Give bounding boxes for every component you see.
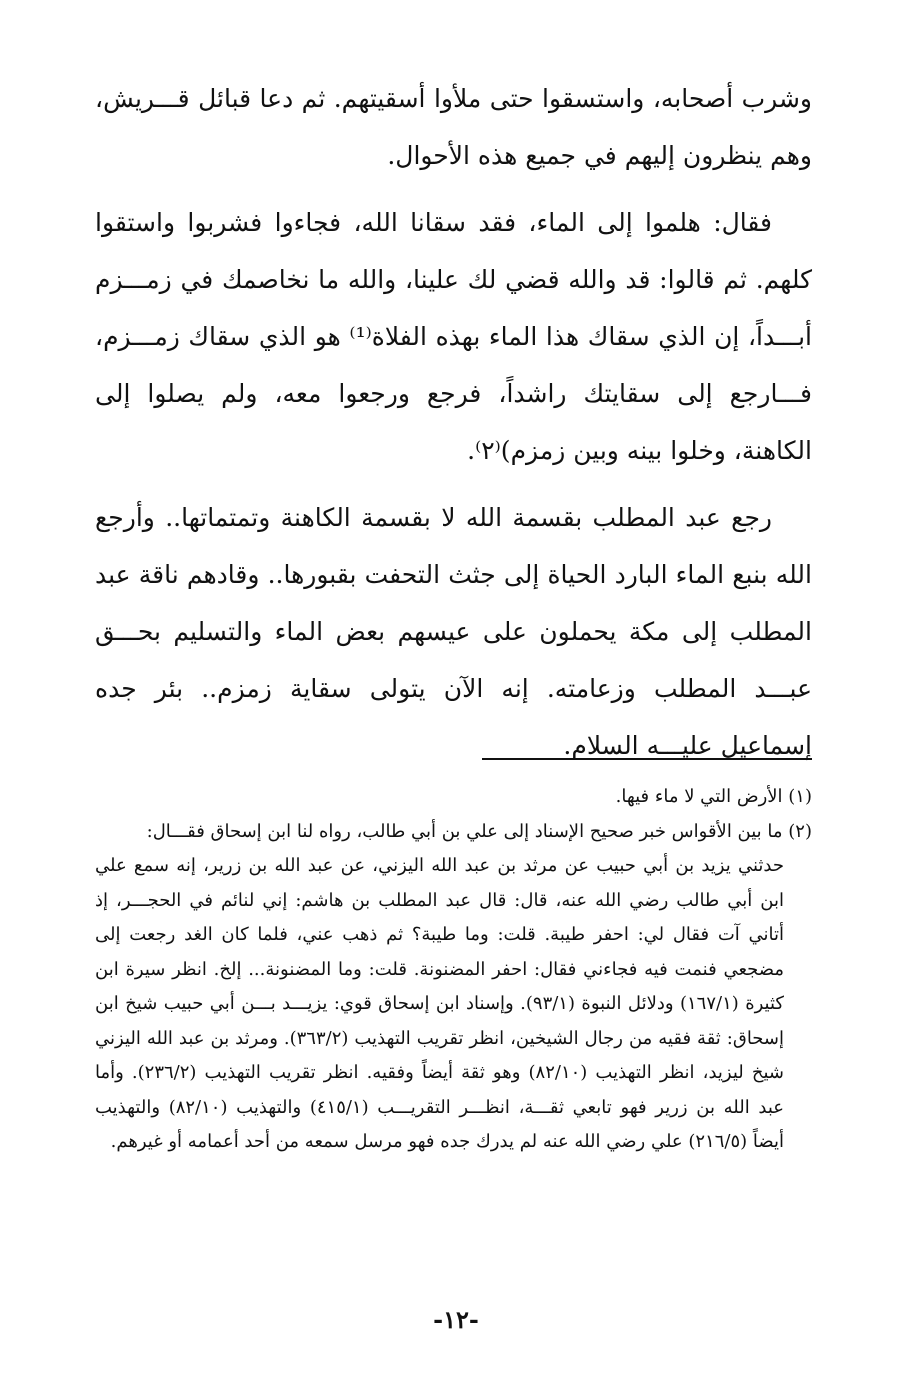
footnotes bbox=[95, 780, 812, 1160]
footnote-2-body: حدثني يزيد بن أبي حبيب عن مرثد بن عبد الله اليزني، عن عبد الله بن زرير، إنه سمع علي ابن أبي طالب رضي الله عنه، قال: قال عبد المطلب بن هاشم: إني لنائم في الحجـــر، إذ أتاني آت فقال لي: احفر طيبة. قلت: وما طيبة؟ ثم ذهب عني، فلما كان الغد رجعت إلى مضجعي فنمت فيه فجاءني فقال: احفر المضنونة. قلت: وما المضنونة... إلخ. انظر سيرة ابن كثيرة (١٦٧/١) ودلائل النبوة (٩٣/١). وإسناد ابن إسحاق قوي: يزيـــد بـــن أبي حبيب شيخ ابن إسحاق: ثقة فقيه من رجال الشيخين، انظر تقريب التهذيب (٣٦٣/٢). ومرثد بن عبد الله اليزني شيخ ليزيد، انظر التهذيب (٨٢/١٠) وهو ثقة أيضاً وفقيه. انظر تقريب التهذيب (٢٣٦/٢). وأما عبد الله بن زرير فهو تابعي ثقـــة، انظـــر التقريـــب (٤١٥/١) والتهذيب (٨٢/١٠) والتهذيب أيضاً (٢١٦/٥) علي رضي الله عنه لم يدرك جده فهو مرسل سمعه من أحد أعمامه أو غيرهم. bbox=[95, 855, 785, 1152]
footnote-1: (١) الأرض التي لا ماء فيها. bbox=[615, 786, 812, 807]
paragraph-2: فقال: هلموا إلى الماء، فقد سقانا الله، فجاءوا فشربوا واستقوا كلهم. ثم قالوا: قد والله قضي لك علينا، والله ما نخاصمك في زمـــزم أبـــداً، إن الذي سقاك هذا الماء بهذه الفلاة⁽¹⁾ هو الذي سقاك زمـــزم، فـــارجع إلى سقايتك راشداً، فرجع ورجعوا معه، ولم يصلوا إلى الكاهنة، وخلوا بينه وبين زمزم)⁽٢⁾. bbox=[95, 208, 813, 465]
paragraph-1: وشرب أصحابه، واستسقوا حتى ملأوا أسقيتهم. ثم دعا قبائل قـــريش، وهم ينظرون إليهم في جميع هذه الأحوال. bbox=[95, 84, 812, 170]
footnote-divider bbox=[482, 758, 812, 760]
page-number: -١٢- bbox=[433, 1305, 479, 1334]
footnote-2-first-line: (٢) ما بين الأقواس خبر صحيح الإسناد إلى علي بن أبي طالب، رواه لنا ابن إسحاق فقـــال: bbox=[146, 820, 812, 842]
paragraph-3: رجع عبد المطلب بقسمة الله لا بقسمة الكاهنة وتمتماتها.. وأرجع الله بنبع الماء البارد الحياة إلى جثث التحفت بقبورها.. وقادهم ناقة عبد المطلب إلى مكة يحملون على عيسهم بعض الماء والتسليم بحـــق عبـــد المطلب وزعامته. إنه الآن يتولى سقاية زمزم.. بئر جده إسماعيل عليـــه السلام. bbox=[95, 503, 812, 760]
main-text bbox=[95, 70, 812, 784]
